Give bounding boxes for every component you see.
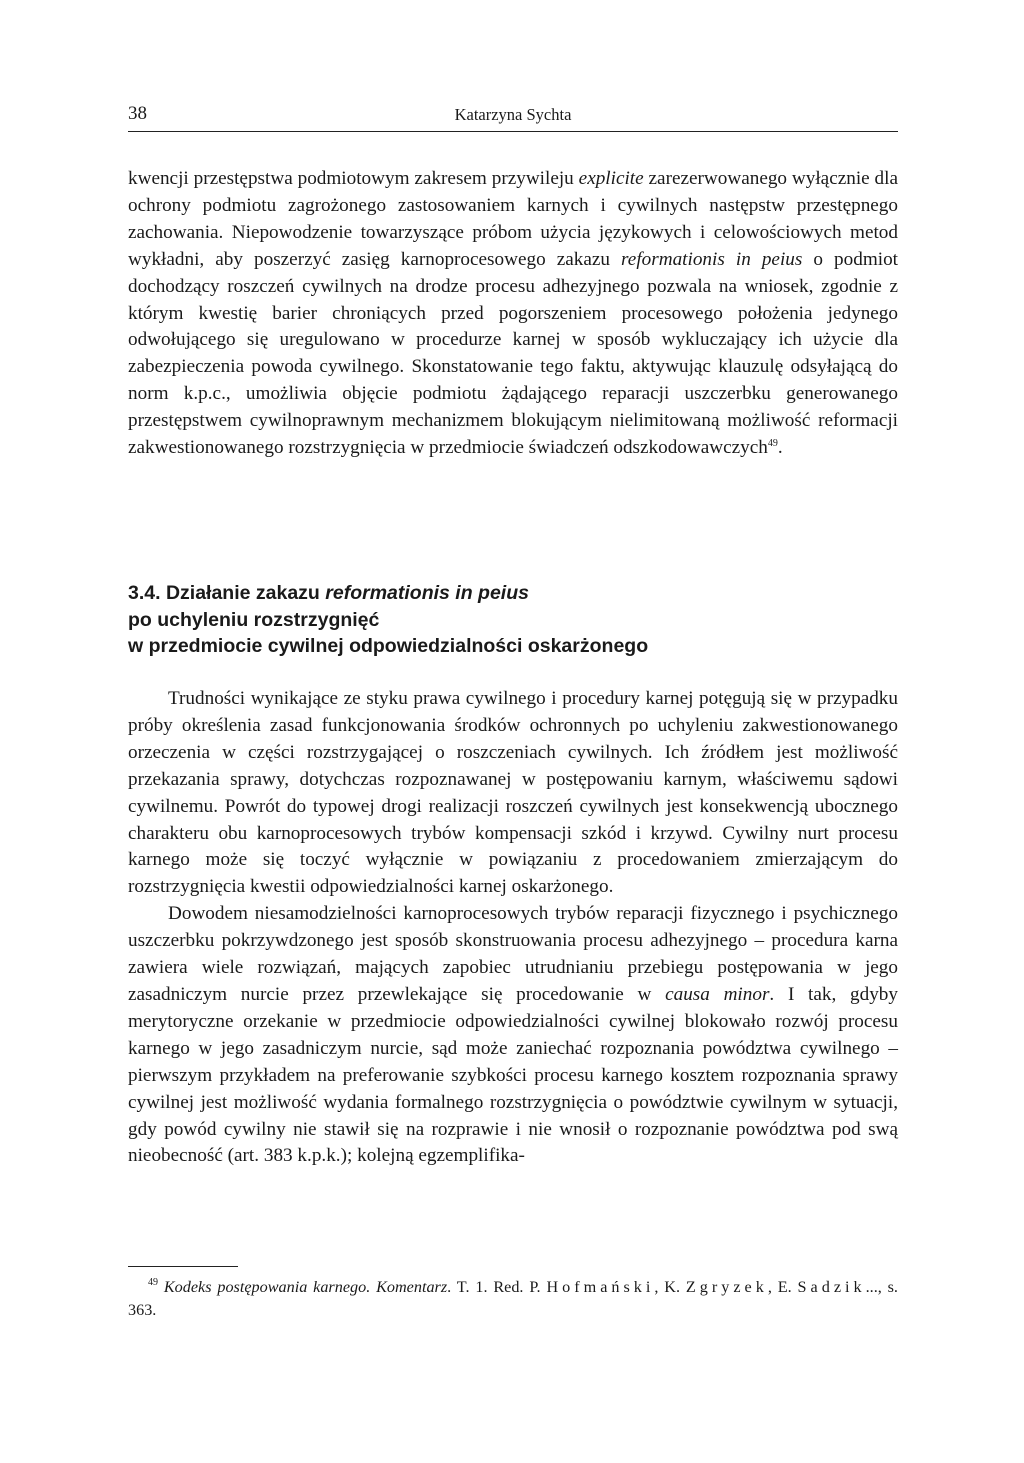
- page-number: 38: [128, 103, 147, 124]
- text-run: zarezerwowanego wyłącznie dla ochrony podmiotu zagrożonego zastosowaniem karnych i cywilnych następstw przestępnego zachowania. Niepowodzenie towarzyszące próbom użycia językowych i celowościowych metod wykładni, aby poszerzyć zasięg karnoprocesowego zakazu: [128, 168, 898, 270]
- section-heading: [128, 580, 898, 660]
- author-name: Sadzik: [797, 1278, 866, 1296]
- italic-term: explicite: [578, 168, 644, 189]
- section-heading-line: po uchyleniu rozstrzygnięć: [128, 608, 380, 631]
- text-run: o podmiot dochodzący roszczeń cywilnych na drodze procesu adhezyjnego pozwala na wniosek, zgodnie z którym kwestię barier chroniących przed pogorszeniem procesowego położenia jedynego odwołującego się uregulowano w procedurze karnej w sposób wykluczający ich użycie dla zabezpieczenia powoda cywilnego. Skonstatowanie tego faktu, aktywując klauzulę odsyłającą do norm k.p.c., umożliwia objęcie podmiotu żądającego reparacji uszczerbku generowanego przestępstwem cywilnoprawnym mechanizmem blokującym nielimitowaną możliwość reformacji zakwestionowanego rozstrzygnięcia w przedmiocie świadczeń odszkodowawczych: [128, 248, 899, 459]
- body-paragraph: [128, 901, 898, 1170]
- section-heading-line: w przedmiocie cywilnej odpowiedzialności oskarżonego: [128, 635, 649, 657]
- text-run: kwencji przestępstwa podmiotowym zakresem przywileju: [128, 168, 579, 189]
- footnote: [128, 1276, 898, 1321]
- text-run: . I tak, gdyby merytoryczne orzekanie w przedmiocie odpowiedzialności cywilnej blokowało rozwój procesu karnego w jego zasadniczym nurcie, sąd może zaniechać rozpoznania powództwa cywilnego – pierwszym przykładem na preferowanie szybkości procesu karnego kosztem rozpoznania sprawy cywilnej jest możliwość wydania formalnego rozstrzygnięcia o powództwie cywilnym w sytuacji, gdy powód cywilny nie stawił się na rozprawie i nie wnosił o rozpoznanie powództwa pod swą nieobecność (art. 383 k.p.k.); kolejną egzemplifika-: [128, 983, 898, 1167]
- footnote-citation-title: Kodeks postępowania karnego. Komentarz: [163, 1278, 448, 1296]
- text-run: , E.: [767, 1278, 798, 1296]
- footnote-number: 49: [148, 1277, 158, 1288]
- text-run: , K.: [654, 1278, 686, 1296]
- section-heading-line: [128, 580, 898, 607]
- italic-term: reformationis in peius: [621, 248, 803, 270]
- text-run: .: [777, 437, 783, 459]
- text-run: . T. 1. Red. P.: [447, 1278, 547, 1296]
- footnote-reference[interactable]: 49: [767, 438, 778, 450]
- text-run: Dowodem niesamodzielności karnoprocesowych trybów reparacji fizycznego i psychicznego uszczerbku pokrzywdzonego jest sposób skonstruowania procesu adhezyjnego – procedura karna zawiera wiele rozwiązań, mających zapobiec utrudnianiu przebiegu postępowania w jego zasadniczym nurcie przez przewlekające się procedowanie w: [128, 903, 898, 1005]
- section-body: [128, 686, 898, 1170]
- text-run: ..., s. 363.: [128, 1278, 898, 1319]
- italic-term: causa minor: [665, 983, 770, 1005]
- author-name: Hofmański: [546, 1278, 655, 1296]
- section-number: 3.4.: [128, 582, 161, 604]
- author-name: Zgryzek: [685, 1278, 768, 1296]
- section-title-italic: reformationis in peius: [325, 582, 529, 604]
- body-paragraph: [128, 166, 898, 462]
- body-paragraph: Trudności wynikające ze styku prawa cywilnego i procedury karnej potęgują się w przypadku próby określenia zasad funkcjonowania środków ochronnych po uchyleniu zakwestionowanego orzeczenia w części rozstrzygającej o roszczeniach cywilnych. Ich źródłem jest możliwość przekazania sprawy, dotychczas rozpoznawanej w postępowaniu karnym, właściwemu sądowi cywilnemu. Powrót do typowej drogi realizacji roszczeń cywilnych jest konsekwencją ubocznego charakteru obu karnoprocesowych trybów kompensacji szkód i krzywd. Cywilny nurt procesu karnego może się toczyć wyłącznie w powiązaniu z procedowaniem zmierzającym do rozstrzygnięcia kwestii odpowiedzialności karnej oskarżonego.: [128, 688, 898, 898]
- section-title-text: Działanie zakazu: [160, 582, 326, 604]
- footnote-divider: [128, 1266, 238, 1267]
- running-header: [128, 103, 898, 132]
- running-head-author: Katarzyna Sychta: [454, 105, 572, 124]
